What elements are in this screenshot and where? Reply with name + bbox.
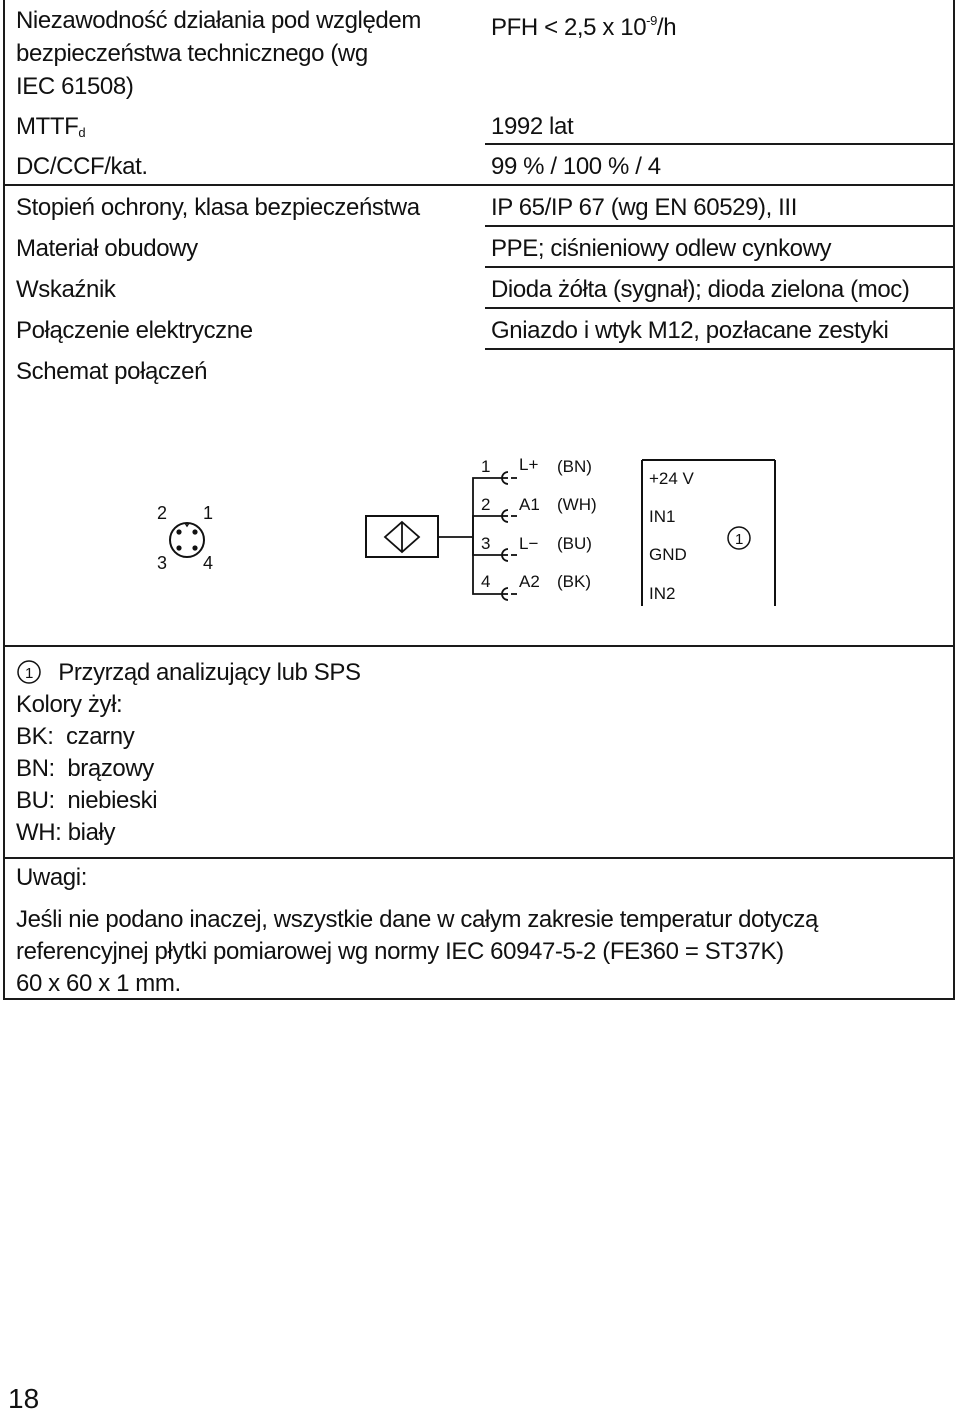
m12-connector-icon	[170, 523, 204, 557]
dc-label: DC/CCF/kat.	[16, 153, 148, 180]
wiring-diagram	[5, 440, 955, 620]
row-divider	[5, 645, 955, 647]
connection-value: Gniazdo i wtyk M12, pozłacane zestyki	[491, 317, 889, 344]
row-divider	[485, 225, 955, 227]
terminal-label: IN2	[649, 584, 676, 603]
wire-signal: A1	[519, 495, 540, 514]
wire-signal: A2	[519, 572, 540, 591]
plug-icon	[502, 472, 517, 600]
wire-pin-number: 3	[481, 534, 491, 553]
wire-signal: L−	[519, 534, 539, 553]
wire-colors-title: Kolory żył:	[16, 691, 123, 718]
row-divider	[485, 307, 955, 309]
legend	[16, 657, 361, 849]
notes-title: Uwagi:	[16, 864, 87, 891]
wiring-label: Schemat połączeń	[16, 358, 208, 385]
dc-value: 99 % / 100 % / 4	[491, 153, 661, 180]
connector-pin-label: 3	[157, 553, 168, 573]
device-marker-icon	[16, 659, 44, 685]
wire-color-bk: BK: czarny	[16, 723, 135, 750]
housing-value: PPE; ciśnieniowy odlew cynkowy	[491, 235, 832, 262]
pfh-exponent: -9	[646, 13, 657, 28]
reliability-label	[16, 4, 421, 103]
protection-label: Stopień ochrony, klasa bezpieczeństwa	[16, 194, 420, 221]
row-divider	[485, 143, 955, 145]
notes	[16, 862, 936, 1000]
connector-pin-label: 4	[203, 553, 214, 573]
mttf-label-text: MTTF	[16, 113, 79, 140]
indicator-label: Wskaźnik	[16, 276, 116, 303]
wire-signal: L+	[519, 455, 539, 474]
notes-line: referencyjnej płytki pomiarowej wg normy IEC 60947-5-2 (FE360 = ST37K)	[16, 938, 784, 965]
spec-table	[3, 0, 955, 1000]
housing-label: Materiał obudowy	[16, 235, 198, 262]
wire-color-bu: BU: niebieski	[16, 787, 158, 814]
wire-pin-number: 1	[481, 457, 491, 476]
pfh-suffix: /h	[656, 14, 677, 41]
wire-color: (WH)	[557, 495, 597, 514]
legend-marker-number: 1	[25, 665, 33, 682]
wire-color-bn: BN: brązowy	[16, 755, 154, 782]
terminal-label: +24 V	[649, 469, 694, 488]
notes-body	[16, 904, 936, 1000]
sensor-symbol-icon	[366, 516, 438, 557]
connection-label: Połączenie elektryczne	[16, 317, 253, 344]
connector-pin-label: 2	[157, 503, 168, 523]
wire-pin-number: 2	[481, 495, 491, 514]
indicator-value: Dioda żółta (sygnał); dioda zielona (moc)	[491, 276, 910, 303]
protection-value: IP 65/IP 67 (wg EN 60529), III	[491, 194, 797, 221]
wire-color-wh: WH: biały	[16, 819, 116, 846]
notes-line: Jeśli nie podano inaczej, wszystkie dane w całym zakresie temperatur dotyczą	[16, 906, 818, 933]
legend-device-text: Przyrząd analizujący lub SPS	[58, 659, 361, 686]
device-marker-number: 1	[735, 531, 744, 548]
legend-device-line	[16, 657, 361, 689]
mttf-label	[16, 110, 85, 149]
mttf-subscript: d	[78, 125, 86, 140]
reliability-label-line3: IEC 61508)	[16, 73, 134, 100]
row-divider	[485, 266, 955, 268]
mttf-value: 1992 lat	[491, 113, 574, 140]
notes-line: 60 x 60 x 1 mm.	[16, 970, 181, 997]
wire-color: (BN)	[557, 457, 592, 476]
connector-pin-label: 1	[203, 503, 214, 523]
wire-color: (BK)	[557, 572, 591, 591]
row-divider	[5, 857, 955, 859]
reliability-label-line2: bezpieczeństwa technicznego (wg	[16, 40, 368, 67]
terminal-label: IN1	[649, 507, 676, 526]
page-number: 18	[8, 1383, 40, 1414]
wire-bundle	[438, 478, 503, 594]
row-divider	[5, 184, 955, 186]
reliability-label-line1: Niezawodność działania pod względem	[16, 7, 421, 34]
wire-pin-number: 4	[481, 572, 491, 591]
pfh-value	[491, 4, 676, 44]
pfh-prefix: PFH < 2,5 x 10	[491, 14, 647, 41]
wire-color: (BU)	[557, 534, 592, 553]
row-divider	[485, 348, 955, 350]
terminal-label: GND	[649, 545, 687, 564]
